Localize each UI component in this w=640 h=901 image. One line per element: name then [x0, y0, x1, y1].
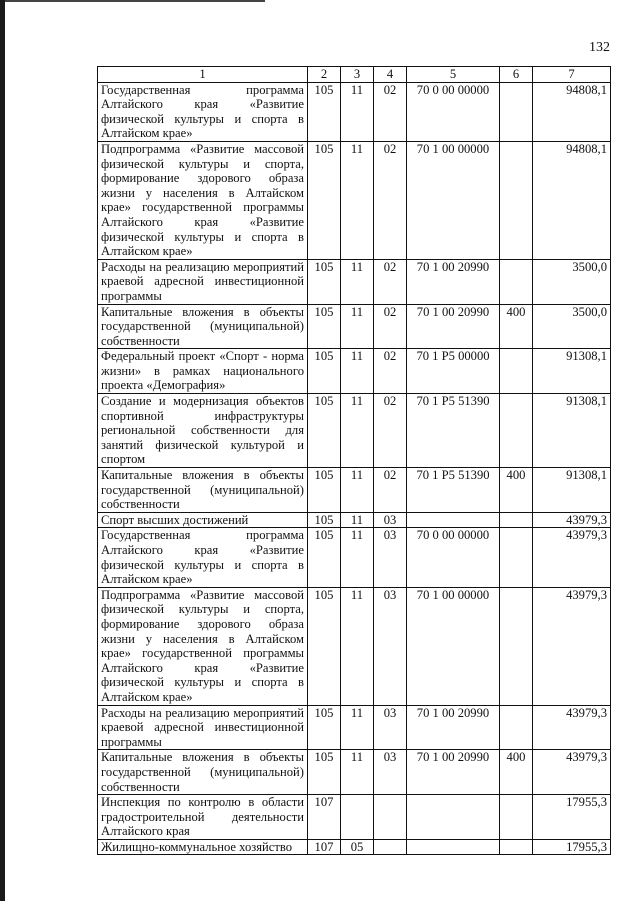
- expense-type: [500, 705, 533, 750]
- target-code: 70 1 P5 00000: [407, 349, 500, 394]
- section-code: 11: [341, 259, 374, 304]
- amount: 91308,1: [533, 468, 611, 513]
- amount: 43979,3: [533, 750, 611, 795]
- expense-type: [500, 259, 533, 304]
- amount: 94808,1: [533, 141, 611, 259]
- table-row: [98, 795, 611, 840]
- table-row: [98, 468, 611, 513]
- header-cell: 6: [500, 67, 533, 83]
- target-code: 70 0 00 00000: [407, 528, 500, 587]
- page-number: 132: [589, 40, 610, 55]
- item-name: Расходы на реализацию мероприятий краевой адресной инвестиционной программы: [98, 705, 308, 750]
- target-code: [407, 839, 500, 855]
- section-code: 11: [341, 587, 374, 705]
- header-cell: 3: [341, 67, 374, 83]
- table-row: [98, 705, 611, 750]
- item-name: Спорт высших достижений: [98, 512, 308, 528]
- amount: 3500,0: [533, 304, 611, 349]
- item-name: Капитальные вложения в объекты государственной (муниципальной) собственности: [98, 304, 308, 349]
- budget-table: [97, 66, 611, 855]
- table-row: [98, 528, 611, 587]
- subsection-code: 02: [374, 304, 407, 349]
- section-code: 11: [341, 705, 374, 750]
- ministry-code: 105: [308, 259, 341, 304]
- target-code: 70 0 00 00000: [407, 82, 500, 141]
- subsection-code: 02: [374, 259, 407, 304]
- section-code: 05: [341, 839, 374, 855]
- item-name: Жилищно-коммунальное хозяйство: [98, 839, 308, 855]
- section-code: 11: [341, 512, 374, 528]
- header-cell: 7: [533, 67, 611, 83]
- section-code: 11: [341, 528, 374, 587]
- item-name: Создание и модернизация объектов спортивной инфраструктуры региональной собственности для занятий физической культурой и спортом: [98, 394, 308, 468]
- target-code: 70 1 00 20990: [407, 705, 500, 750]
- item-name: Подпрограмма «Развитие массовой физической культуры и спорта, формирование здорового образа жизни у населения в Алтайском крае» государственной программы Алтайского края «Развитие физической культуры и спорта в Алтайском крае»: [98, 141, 308, 259]
- table-row: [98, 839, 611, 855]
- ministry-code: 105: [308, 141, 341, 259]
- header-cell: 5: [407, 67, 500, 83]
- item-name: Инспекция по контролю в области градостроительной деятельности Алтайского края: [98, 795, 308, 840]
- target-code: 70 1 00 20990: [407, 259, 500, 304]
- expense-type: [500, 587, 533, 705]
- subsection-code: 03: [374, 587, 407, 705]
- expense-type: [500, 512, 533, 528]
- amount: 43979,3: [533, 587, 611, 705]
- ministry-code: 105: [308, 394, 341, 468]
- table-row: [98, 587, 611, 705]
- subsection-code: 03: [374, 512, 407, 528]
- target-code: 70 1 00 00000: [407, 587, 500, 705]
- expense-type: [500, 349, 533, 394]
- section-code: 11: [341, 349, 374, 394]
- expense-type: 400: [500, 750, 533, 795]
- ministry-code: 105: [308, 468, 341, 513]
- expense-type: [500, 528, 533, 587]
- ministry-code: 107: [308, 795, 341, 840]
- amount: 43979,3: [533, 705, 611, 750]
- expense-type: [500, 795, 533, 840]
- table-row: [98, 304, 611, 349]
- table-row: [98, 349, 611, 394]
- ministry-code: 105: [308, 512, 341, 528]
- subsection-code: 03: [374, 705, 407, 750]
- amount: 94808,1: [533, 82, 611, 141]
- expense-type: [500, 394, 533, 468]
- subsection-code: 03: [374, 528, 407, 587]
- ministry-code: 105: [308, 705, 341, 750]
- expense-type: [500, 839, 533, 855]
- ministry-code: 105: [308, 349, 341, 394]
- expense-type: 400: [500, 304, 533, 349]
- header-row: [98, 67, 611, 83]
- subsection-code: [374, 839, 407, 855]
- table-row: [98, 141, 611, 259]
- subsection-code: 02: [374, 394, 407, 468]
- ministry-code: 105: [308, 82, 341, 141]
- scan-edge-top: [5, 0, 265, 2]
- item-name: Капитальные вложения в объекты государственной (муниципальной) собственности: [98, 750, 308, 795]
- subsection-code: 02: [374, 468, 407, 513]
- section-code: 11: [341, 82, 374, 141]
- item-name: Расходы на реализацию мероприятий краевой адресной инвестиционной программы: [98, 259, 308, 304]
- amount: 17955,3: [533, 839, 611, 855]
- subsection-code: 03: [374, 750, 407, 795]
- table-row: [98, 82, 611, 141]
- target-code: 70 1 00 00000: [407, 141, 500, 259]
- amount: 3500,0: [533, 259, 611, 304]
- section-code: 11: [341, 304, 374, 349]
- target-code: 70 1 00 20990: [407, 304, 500, 349]
- target-code: [407, 512, 500, 528]
- table-row: [98, 394, 611, 468]
- ministry-code: 105: [308, 528, 341, 587]
- scan-edge-left: [0, 0, 5, 901]
- target-code: [407, 795, 500, 840]
- target-code: 70 1 P5 51390: [407, 394, 500, 468]
- section-code: 11: [341, 750, 374, 795]
- ministry-code: 105: [308, 587, 341, 705]
- subsection-code: 02: [374, 141, 407, 259]
- section-code: 11: [341, 394, 374, 468]
- subsection-code: 02: [374, 82, 407, 141]
- ministry-code: 105: [308, 304, 341, 349]
- item-name: Государственная программа Алтайского края «Развитие физической культуры и спорта в Алтайском крае»: [98, 528, 308, 587]
- subsection-code: 02: [374, 349, 407, 394]
- target-code: 70 1 P5 51390: [407, 468, 500, 513]
- section-code: 11: [341, 468, 374, 513]
- item-name: Государственная программа Алтайского края «Развитие физической культуры и спорта в Алтайском крае»: [98, 82, 308, 141]
- subsection-code: [374, 795, 407, 840]
- ministry-code: 107: [308, 839, 341, 855]
- item-name: Федеральный проект «Спорт - норма жизни» в рамках национального проекта «Демография»: [98, 349, 308, 394]
- amount: 17955,3: [533, 795, 611, 840]
- section-code: 11: [341, 141, 374, 259]
- expense-type: [500, 82, 533, 141]
- section-code: [341, 795, 374, 840]
- header-cell: 4: [374, 67, 407, 83]
- expense-type: 400: [500, 468, 533, 513]
- amount: 43979,3: [533, 512, 611, 528]
- table-row: [98, 259, 611, 304]
- amount: 91308,1: [533, 349, 611, 394]
- table-row: [98, 750, 611, 795]
- target-code: 70 1 00 20990: [407, 750, 500, 795]
- header-cell: 1: [98, 67, 308, 83]
- item-name: Капитальные вложения в объекты государственной (муниципальной) собственности: [98, 468, 308, 513]
- amount: 43979,3: [533, 528, 611, 587]
- header-cell: 2: [308, 67, 341, 83]
- expense-type: [500, 141, 533, 259]
- amount: 91308,1: [533, 394, 611, 468]
- table-row: [98, 512, 611, 528]
- ministry-code: 105: [308, 750, 341, 795]
- item-name: Подпрограмма «Развитие массовой физической культуры и спорта, формирование здорового образа жизни у населения в Алтайском крае» государственной программы Алтайского края «Развитие физической культуры и спорта в Алтайском крае»: [98, 587, 308, 705]
